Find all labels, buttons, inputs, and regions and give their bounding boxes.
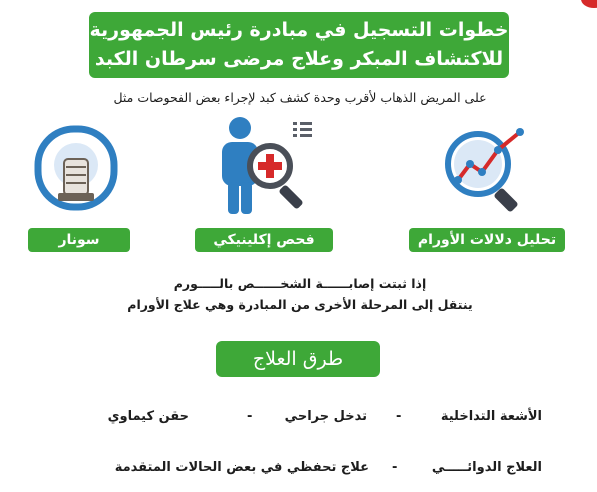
scanner-machine-icon [32,125,120,213]
note-line-2: ينتقل إلى المرحلة الأخرى من المبادرة وهي علاج الأورام [127,297,473,312]
corner-decoration [581,0,597,8]
treatment-item: علاج تحفظي في بعض الحالات المتقدمة [114,460,369,475]
chart-magnifier-icon [440,122,532,214]
note-line-1: إذا ثبتت إصابــــــة الشخــــــص بالـــــورم [173,276,427,291]
treatment-item: حقن كيماوي [107,409,189,424]
treatment-item: العلاج الدوائـــــي [431,460,542,475]
treatment-heading: طرق العلاج [216,341,380,377]
treatment-item: الأشعة التداخلية [440,409,542,424]
doctor-examination-icon [208,112,318,216]
page-title [89,12,509,78]
title-line-2: للاكتشاف المبكر وعلاج مرضى سرطان الكبد [94,48,504,70]
intro-text: على المريض الذهاب لأقرب وحدة كشف كبد لإجراء بعض الفحوصات مثل [113,90,487,105]
treatment-item: تدخل جراحي [284,409,367,424]
exam-label-tumor-markers: تحليل دلالات الأورام [409,228,565,252]
separator: - [247,409,253,424]
title-line-1: خطوات التسجيل في مبادرة رئيس الجمهورية [89,19,509,41]
exam-label-ultrasound: سونار [28,228,130,252]
separator: - [392,460,398,475]
exam-label-clinical: فحص إكلينيكي [195,228,333,252]
separator: - [396,409,402,424]
